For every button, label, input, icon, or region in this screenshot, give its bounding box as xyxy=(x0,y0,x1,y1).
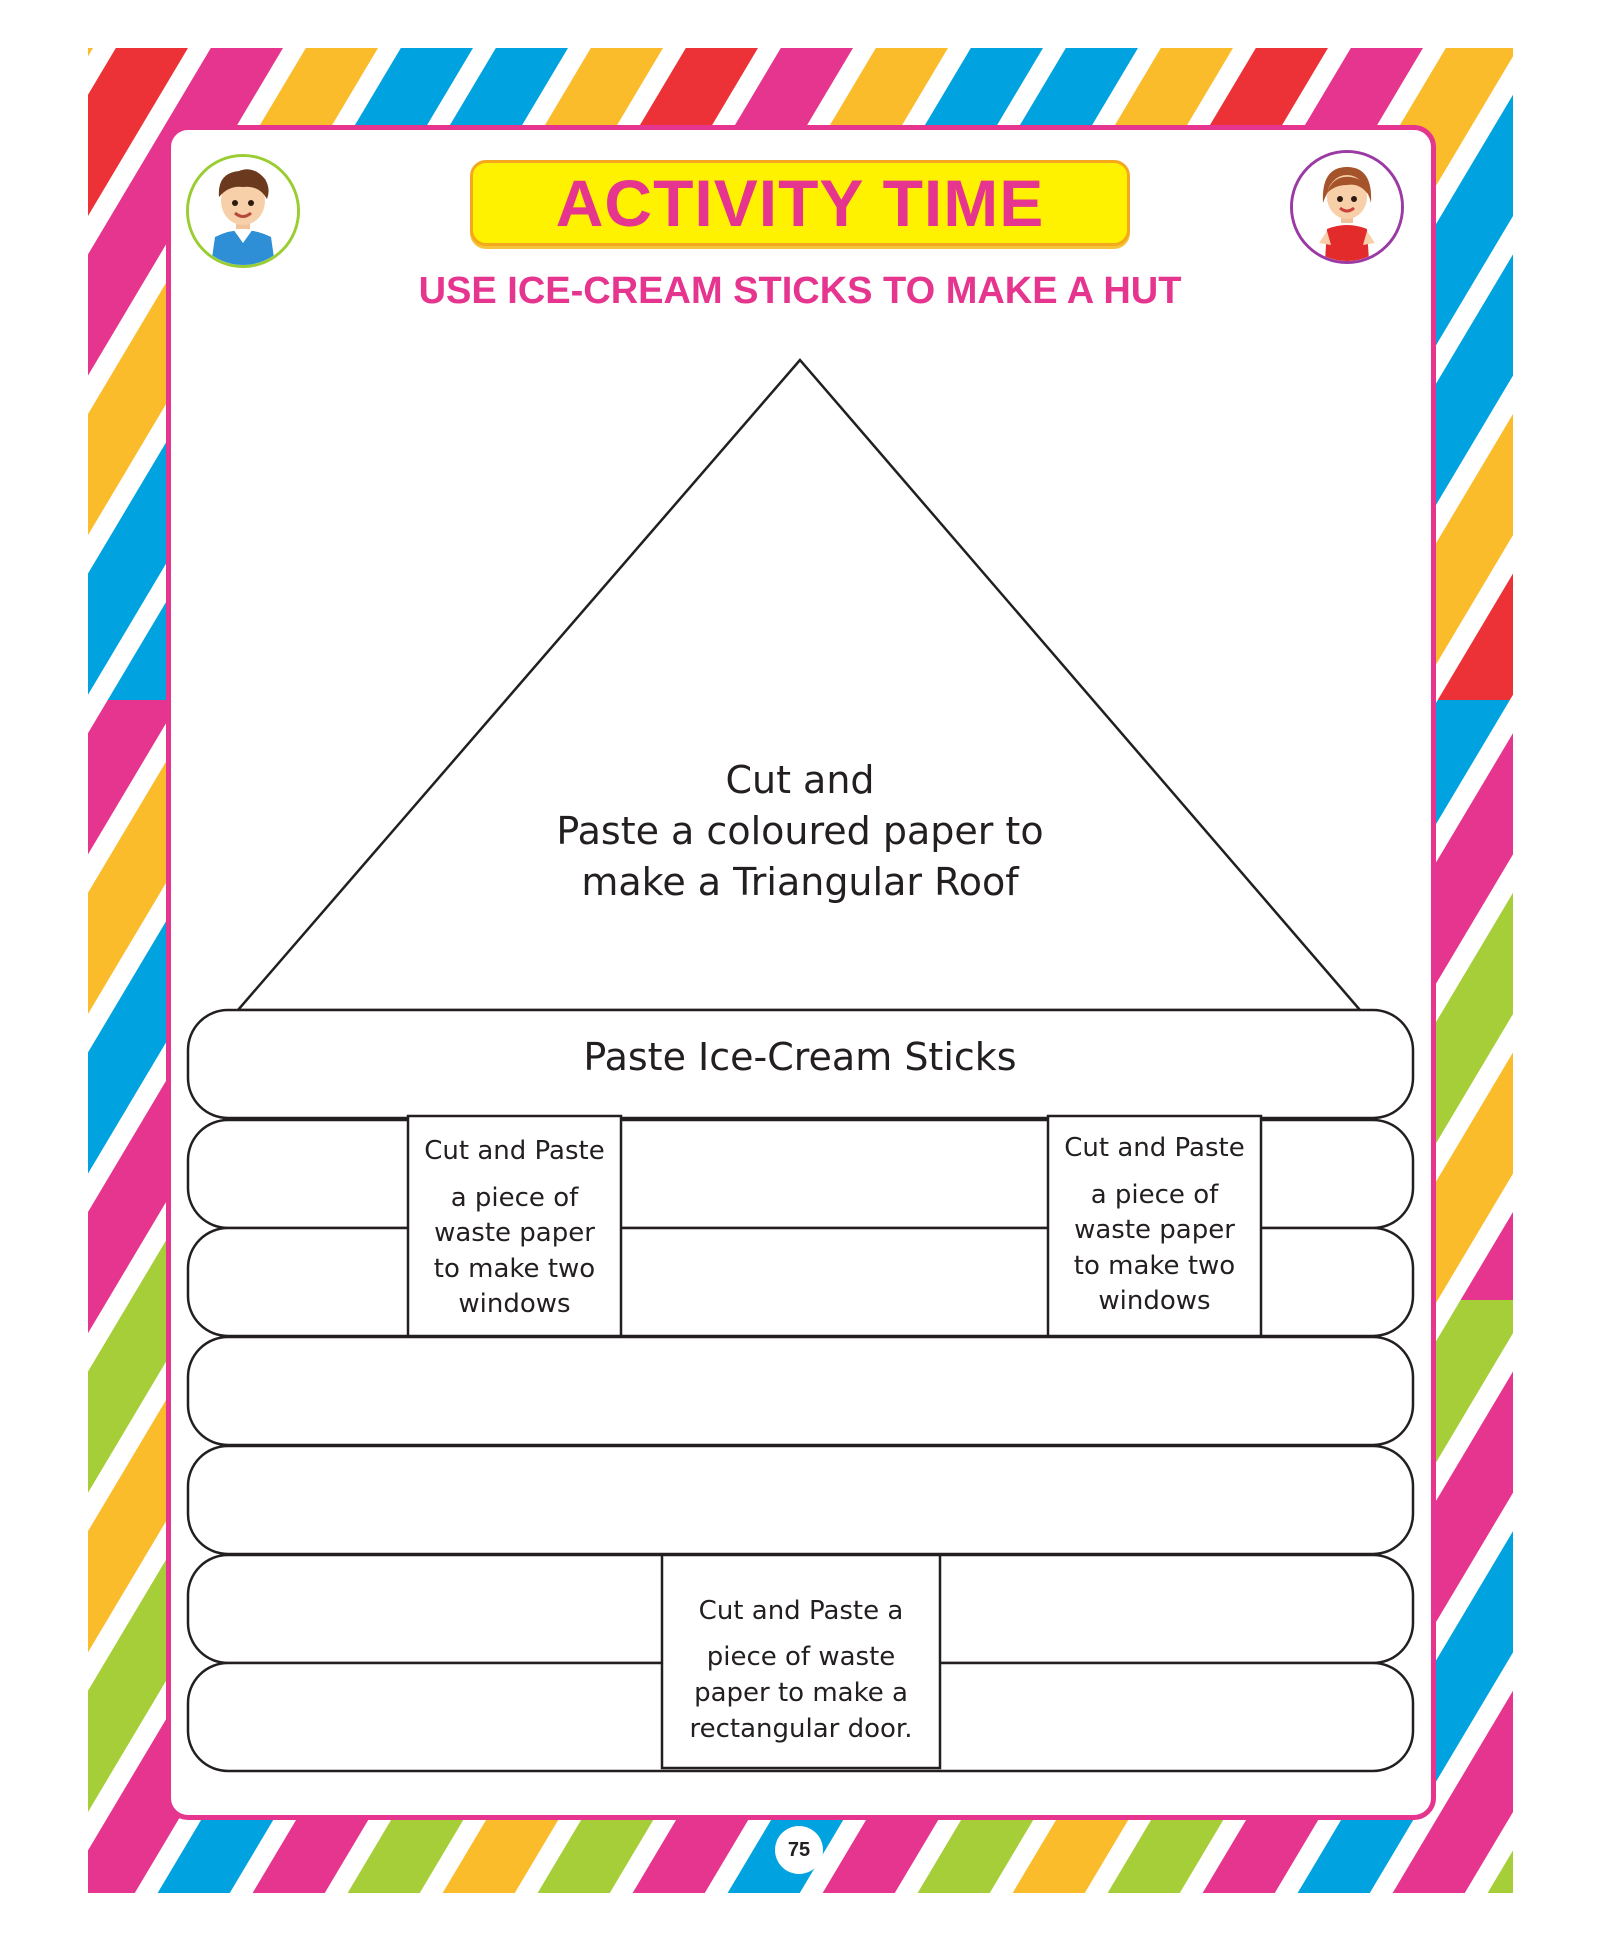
ice-cream-stick xyxy=(188,1337,1413,1445)
right-window-text: Cut and Paste xyxy=(1064,1133,1245,1163)
roof-instruction-line: Paste a coloured paper to xyxy=(556,809,1044,853)
left-window-text: Cut and Paste xyxy=(424,1136,605,1166)
paste-sticks-label: Paste Ice-Cream Sticks xyxy=(583,1035,1017,1079)
left-window-text: waste paper xyxy=(434,1218,595,1248)
left-window-text: a piece of xyxy=(450,1183,579,1213)
door-text: piece of waste xyxy=(706,1642,896,1672)
banner-title: ACTIVITY TIME xyxy=(555,166,1045,240)
roof-instruction-line: Cut and xyxy=(725,758,875,802)
right-window-text: waste paper xyxy=(1074,1215,1235,1245)
door-text: Cut and Paste a xyxy=(698,1596,904,1626)
left-window-text: to make two xyxy=(433,1254,596,1284)
activity-subtitle: USE ICE-CREAM STICKS TO MAKE A HUT xyxy=(418,270,1182,312)
roof-instruction-line: make a Triangular Roof xyxy=(581,860,1019,904)
roof-triangle xyxy=(238,360,1360,1010)
right-window-text: to make two xyxy=(1073,1251,1236,1281)
ice-cream-stick xyxy=(188,1446,1413,1554)
door-text: paper to make a xyxy=(694,1678,908,1708)
right-window-text: windows xyxy=(1098,1286,1211,1316)
door-text: rectangular door. xyxy=(689,1714,913,1744)
right-window-text: a piece of xyxy=(1090,1180,1219,1210)
page-number: 75 xyxy=(775,1826,823,1874)
left-window-text: windows xyxy=(458,1289,571,1319)
